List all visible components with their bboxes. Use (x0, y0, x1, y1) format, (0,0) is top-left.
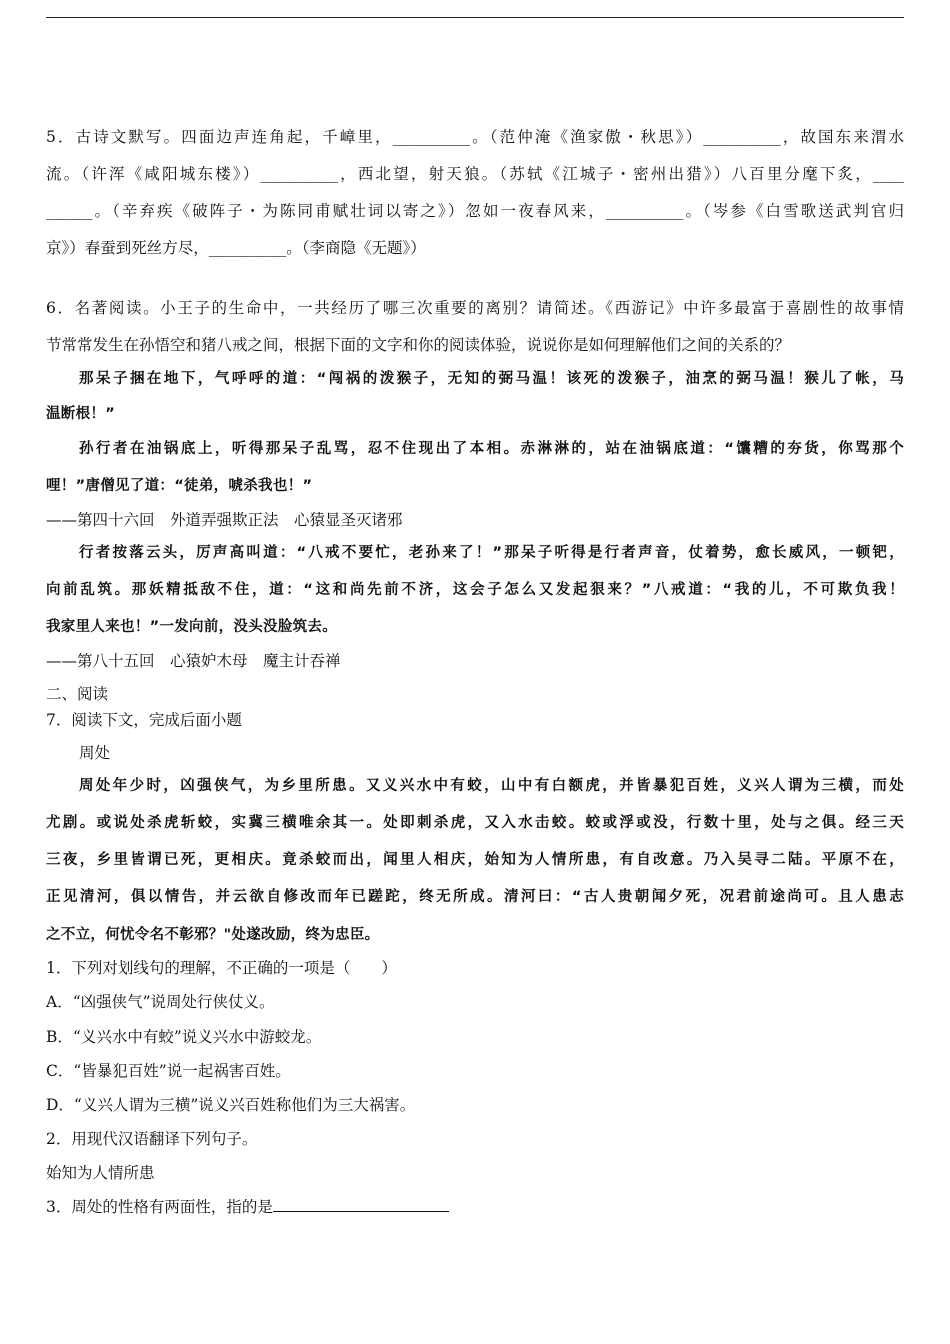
q7-text-5: 之不立，何忧令名不彰邪？"处遂改励，终为忠臣。 (46, 927, 380, 943)
q7-text-4: 正见清河，俱以情告，并云欲自修改而年已蹉跎，终无所成。清河曰：“古人贵朝闻夕死，况君前途尚可。且人患志 (46, 889, 904, 905)
option-d: D．“义兴人谓为三横”说义兴百姓称他们为三大祸害。 (46, 1096, 416, 1114)
q7-text-1: 周处年少时，凶强侠气，为乡里所患。又义兴水中有蛟，山中有白额虎，并皆暴犯百姓，义兴人谓为三横，而处 (79, 778, 904, 794)
q6-passage-3a: 行者按落云头，厉声高叫道：“八戒不要忙，老孙来了！”那呆子听得是行者声音，仗着势，愈长威风，一顿钯， (79, 545, 904, 561)
q5-line-2: 流。（许浑《咸阳城东楼》）__________，西北望，射天狼。（苏轼《江城子・密州出猎》）八百里分麾下炙，____ (46, 165, 904, 183)
subquestion-2-sentence: 始知为人情所患 (46, 1164, 155, 1182)
q6-passage-1a: 那呆子捆在地下，气呼呼的道：“闯祸的泼猴子，无知的弼马温！该死的泼猴子，油烹的弼马温！猴儿了帐，马 (79, 371, 904, 387)
q6-passage-3c: 我家里人来也！”一发向前，没头没脸筑去。 (46, 619, 338, 635)
subquestion-3-text: 3．周处的性格有两面性，指的是 (46, 1198, 273, 1216)
header-rule (46, 17, 904, 18)
q6-line-1: 6．名著阅读。小王子的生命中，一共经历了哪三次重要的离别？请简述。《西游记》中许多最富于喜剧性的故事情 (46, 299, 904, 317)
q7-passage-title: 周处 (79, 744, 111, 762)
option-b: B．“义兴水中有蛟”说义兴水中游蛟龙。 (46, 1028, 322, 1046)
q6-passage-2b: 哩！”唐僧见了道：“徒弟，唬杀我也！” (46, 478, 313, 494)
q7-intro: 7．阅读下文，完成后面小题 (46, 711, 242, 729)
subquestion-1: 1．下列对划线句的理解，不正确的一项是（ ） (46, 959, 397, 977)
option-c: C．“皆暴犯百姓”说一起祸害百姓。 (46, 1062, 291, 1080)
section-heading: 二、阅读 (46, 685, 109, 703)
answer-blank[interactable] (273, 1197, 449, 1212)
option-a: A．“凶强侠气”说周处行侠仗义。 (46, 993, 275, 1011)
q5-line-3: ______。（辛弃疾《破阵子・为陈同甫赋壮词以寄之》）忽如一夜春风来，__________。（岑参《白雪歌送武判官归 (46, 202, 904, 220)
q6-line-2: 节常常发生在孙悟空和猪八戒之间，根据下面的文字和你的阅读体验，说说你是如何理解他们之间的关系的？ (46, 336, 791, 354)
subquestion-3 (46, 1197, 904, 1217)
q6-source-1: ——第四十六回 外道弄强欺正法 心猿显圣灭诸邪 (46, 511, 403, 529)
subquestion-2: 2．用现代汉语翻译下列句子。 (46, 1130, 258, 1148)
q7-text-2: 尤剧。或说处杀虎斩蛟，实冀三横唯余其一。处即刺杀虎，又入水击蛟。蛟或浮或没，行数十里，处与之俱。经三天 (46, 815, 904, 831)
q5-line-1: 5．古诗文默写。四面边声连角起，千嶂里，__________。（范仲淹《渔家傲・秋思》）__________，故国东来渭水 (46, 128, 904, 146)
q6-passage-2a: 孙行者在油锅底上，听得那呆子乱骂，忍不住现出了本相。赤淋淋的，站在油锅底道：“馕糟的夯货，你骂那个 (79, 441, 904, 457)
q6-passage-1b: 温断根！” (46, 406, 116, 422)
q7-text-3: 三夜，乡里皆谓已死，更相庆。竟杀蛟而出，闻里人相庆，始知为人情所患，有自改意。乃入吴寻二陆。平原不在， (46, 852, 904, 868)
q6-source-2: ——第八十五回 心猿妒木母 魔主计吞禅 (46, 652, 341, 670)
q5-line-4: 京》）春蚕到死丝方尽，__________。（李商隐《无题》） (46, 239, 426, 257)
q6-passage-3b: 向前乱筑。那妖精抵敌不住，道：“这和尚先前不济，这会子怎么又发起狠来？”八戒道：“我的儿，不可欺负我！ (46, 582, 904, 598)
